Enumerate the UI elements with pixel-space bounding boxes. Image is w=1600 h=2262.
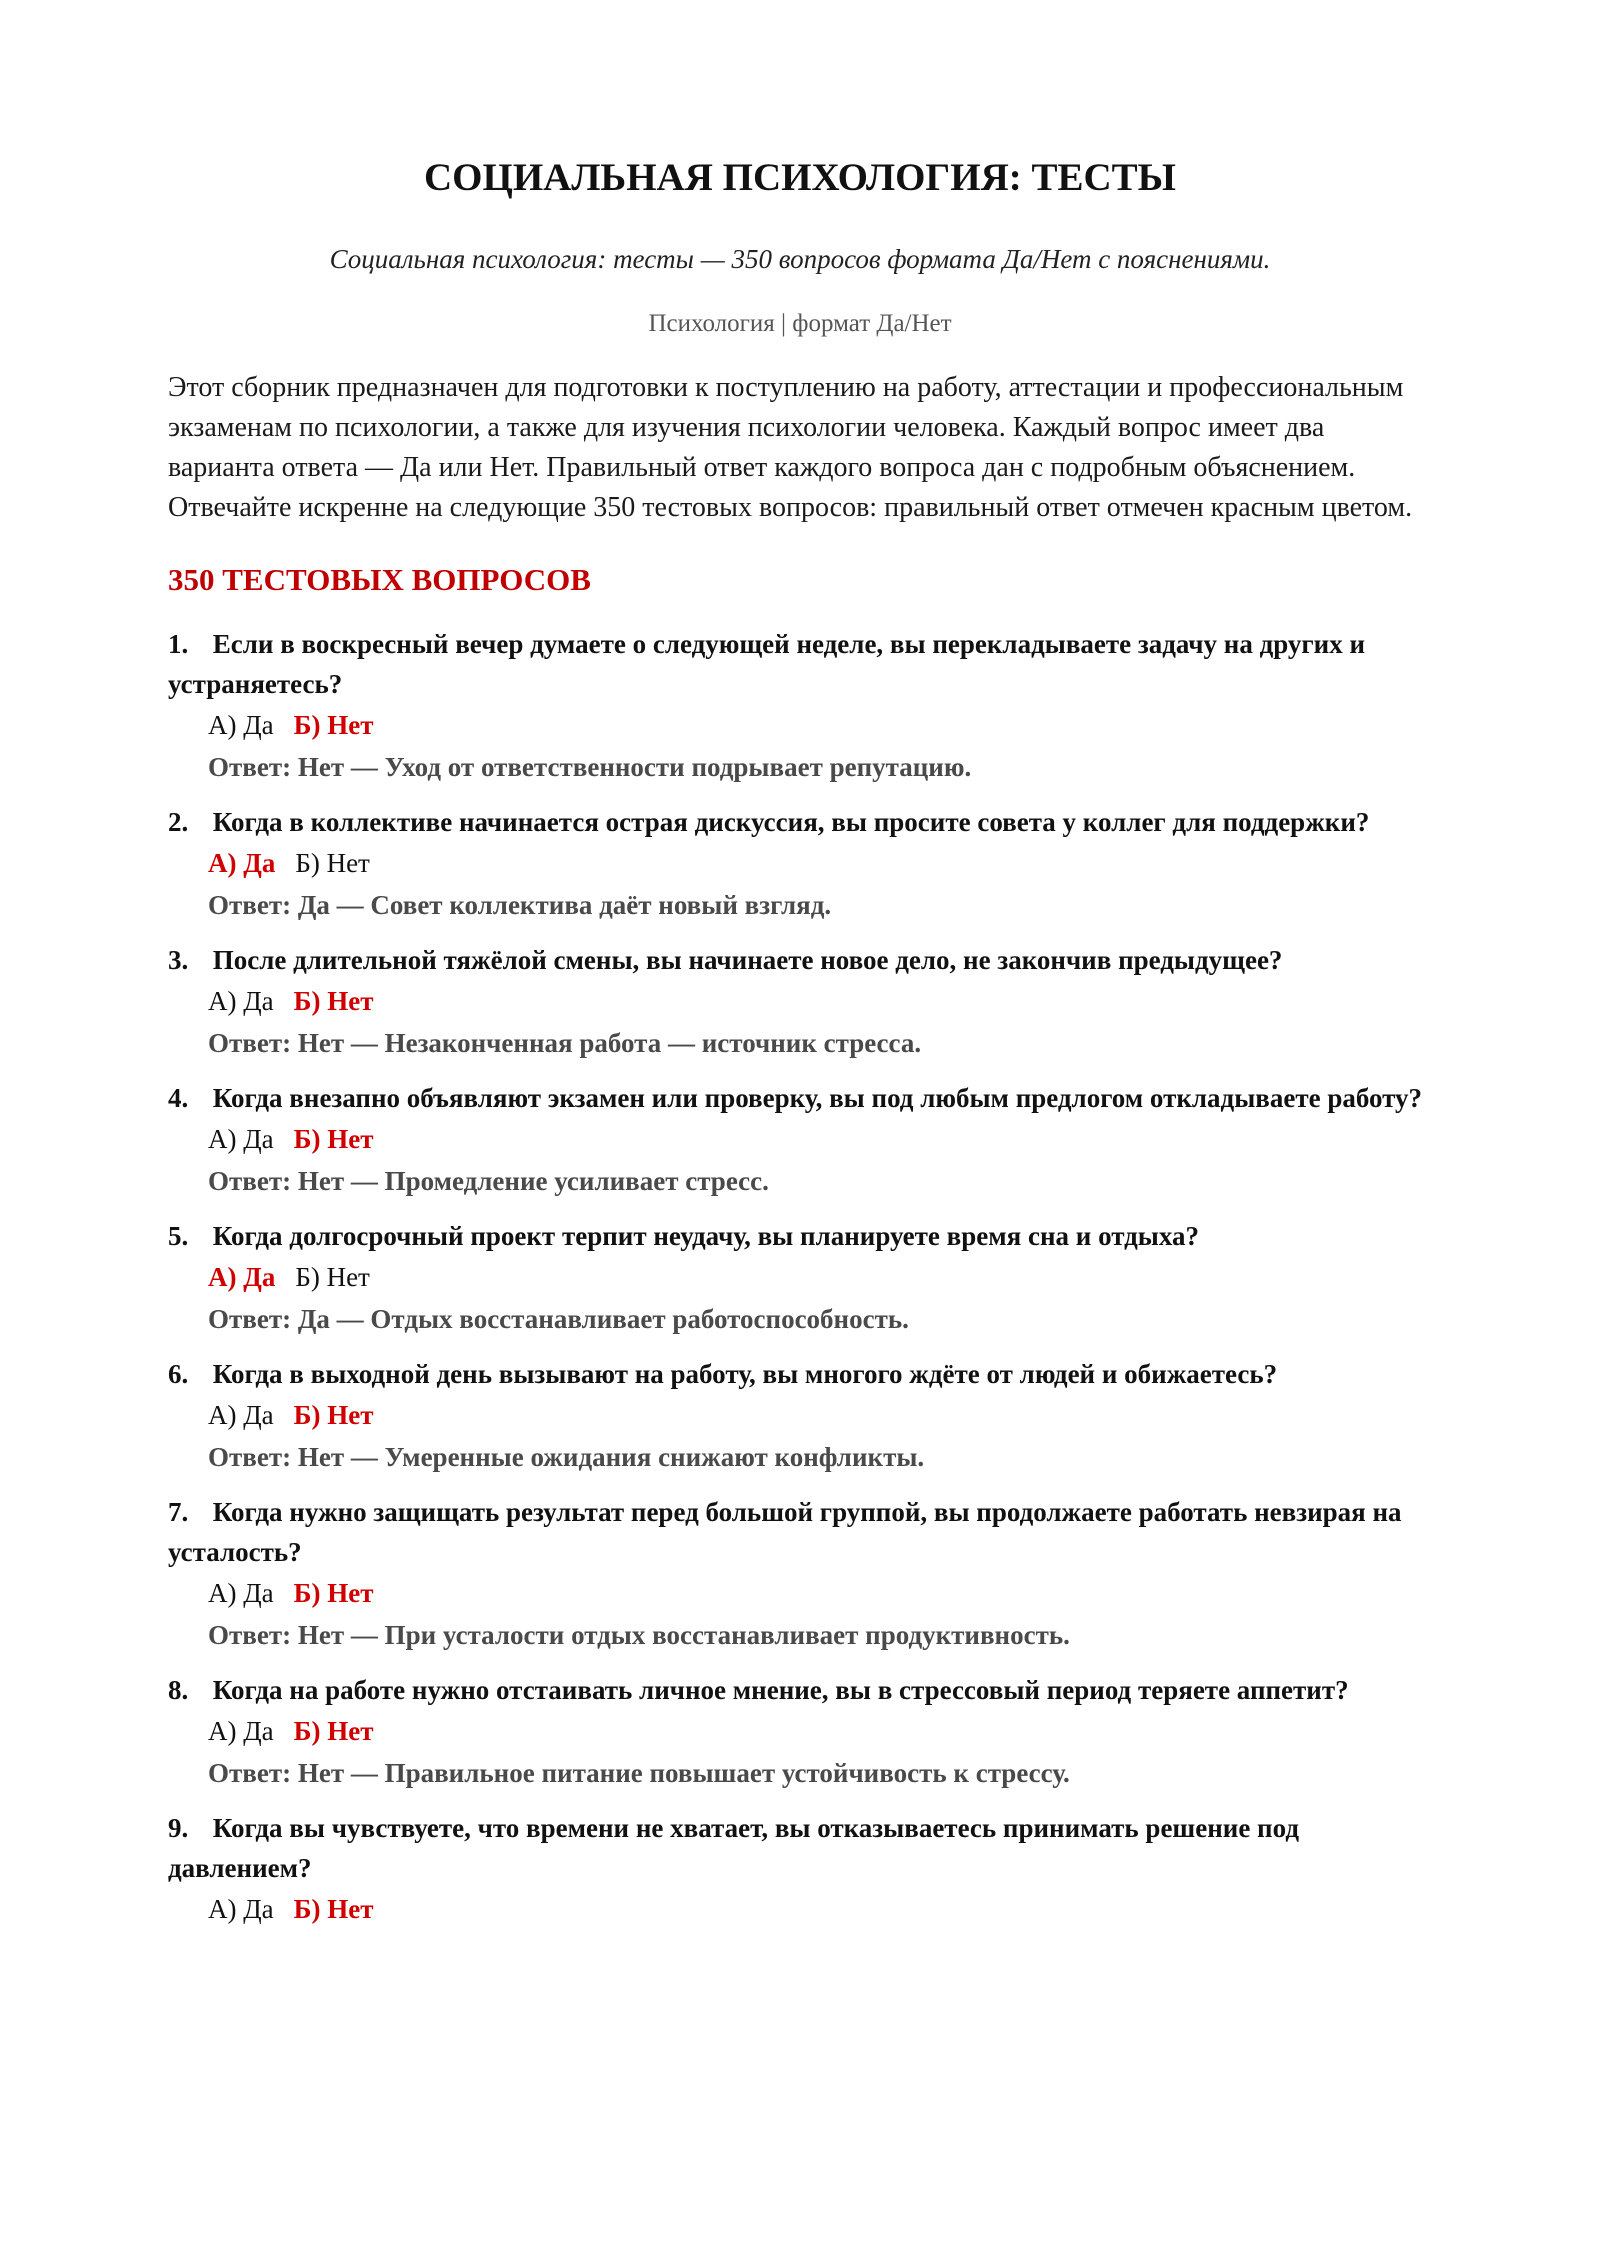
question-text [168, 802, 1432, 842]
answer-options [168, 1394, 1432, 1436]
answer-explanation: Ответ: Нет — При усталости отдых восстанавливает продуктивность. [208, 1620, 1070, 1650]
option-a: А) Да [208, 848, 276, 878]
question-text [168, 1808, 1432, 1888]
answer-explanation: Ответ: Да — Отдых восстанавливает работоспособность. [208, 1304, 909, 1334]
option-b: Б) Нет [293, 1894, 374, 1924]
question-text [168, 1078, 1432, 1118]
option-b: Б) Нет [293, 1124, 374, 1154]
question-number: 6. [168, 1359, 189, 1389]
question-label: После длительной тяжёлой смены, вы начинаете новое дело, не закончив предыдущее? [212, 945, 1283, 975]
question-number: 7. [168, 1497, 189, 1527]
answer-explanation: Ответ: Нет — Уход от ответственности подрывает репутацию. [208, 752, 972, 782]
answer-options [168, 1888, 1432, 1930]
question-text [168, 1492, 1432, 1572]
question-item [168, 624, 1432, 788]
option-b: Б) Нет [295, 1262, 370, 1292]
answer-options [168, 842, 1432, 884]
option-a: А) Да [208, 1894, 274, 1924]
document-title: СОЦИАЛЬНАЯ ПСИХОЛОГИЯ: ТЕСТЫ [424, 156, 1176, 199]
answer-explanation: Ответ: Нет — Умеренные ожидания снижают конфликты. [208, 1442, 925, 1472]
document-subtitle: Социальная психология: тесты — 350 вопросов формата Да/Нет с пояснениями. [329, 244, 1271, 274]
option-a: А) Да [208, 986, 274, 1016]
question-label: Когда внезапно объявляют экзамен или проверку, вы под любым предлогом откладываете работу? [212, 1083, 1423, 1113]
option-b: Б) Нет [293, 986, 374, 1016]
answer-options [168, 1256, 1432, 1298]
question-text [168, 1354, 1432, 1394]
question-label: Когда долгосрочный проект терпит неудачу, вы планируете время сна и отдыха? [212, 1221, 1200, 1251]
answer-options [168, 704, 1432, 746]
section-heading: 350 ТЕСТОВЫХ ВОПРОСОВ [168, 562, 591, 597]
answer-options [168, 1572, 1432, 1614]
question-label: Когда в коллективе начинается острая дискуссия, вы просите совета у коллег для поддержки? [212, 807, 1370, 837]
question-number: 4. [168, 1083, 189, 1113]
question-label: Когда на работе нужно отстаивать личное мнение, вы в стрессовый период теряете аппетит? [212, 1675, 1349, 1705]
option-b: Б) Нет [293, 1400, 374, 1430]
question-text [168, 1670, 1432, 1710]
answer-explanation: Ответ: Нет — Незаконченная работа — источник стресса. [208, 1028, 922, 1058]
option-b: Б) Нет [293, 710, 374, 740]
option-a: А) Да [208, 1400, 274, 1430]
question-item [168, 802, 1432, 926]
question-number: 1. [168, 629, 189, 659]
document-category: Психология | формат Да/Нет [648, 310, 952, 337]
question-item [168, 1216, 1432, 1340]
option-a: А) Да [208, 1578, 274, 1608]
answer-explanation: Ответ: Нет — Промедление усиливает стресс. [208, 1166, 769, 1196]
question-item [168, 1078, 1432, 1202]
option-b: Б) Нет [293, 1716, 374, 1746]
question-label: Если в воскресный вечер думаете о следующей неделе, вы перекладываете задачу на других и устраняетесь? [168, 629, 1366, 699]
option-b: Б) Нет [295, 848, 370, 878]
question-number: 5. [168, 1221, 189, 1251]
question-number: 3. [168, 945, 189, 975]
answer-options [168, 980, 1432, 1022]
question-item [168, 1354, 1432, 1478]
question-item [168, 1670, 1432, 1794]
option-a: А) Да [208, 1124, 274, 1154]
answer-options [168, 1118, 1432, 1160]
answer-options [168, 1710, 1432, 1752]
question-text [168, 624, 1432, 704]
answer-explanation: Ответ: Нет — Правильное питание повышает устойчивость к стрессу. [208, 1758, 1070, 1788]
question-label: Когда нужно защищать результат перед большой группой, вы продолжаете работать невзирая на усталость? [168, 1497, 1402, 1567]
question-text [168, 1216, 1432, 1256]
question-number: 2. [168, 807, 189, 837]
question-label: Когда вы чувствуете, что времени не хватает, вы отказываетесь принимать решение под давлением? [168, 1813, 1299, 1883]
answer-explanation: Ответ: Да — Совет коллектива даёт новый взгляд. [208, 890, 832, 920]
question-label: Когда в выходной день вызывают на работу, вы многого ждёте от людей и обижаетесь? [212, 1359, 1278, 1389]
question-item [168, 1492, 1432, 1656]
question-text [168, 940, 1432, 980]
question-item [168, 1808, 1432, 1930]
questions-list [168, 624, 1432, 1930]
option-a: А) Да [208, 710, 274, 740]
intro-paragraph: Этот сборник предназначен для подготовки к поступлению на работу, аттестации и профессиональным экзаменам по психологии, а также для изучения психологии человека. Каждый вопрос имеет два варианта ответа — Да или Нет. Правильный ответ каждого вопроса дан с подробным объяснением. Отвечайте искренне на следующие 350 тестовых вопросов: правильный ответ отмечен красным цветом. [168, 372, 1413, 523]
question-number: 8. [168, 1675, 189, 1705]
question-item [168, 940, 1432, 1064]
question-number: 9. [168, 1813, 189, 1843]
option-b: Б) Нет [293, 1578, 374, 1608]
option-a: А) Да [208, 1716, 274, 1746]
option-a: А) Да [208, 1262, 276, 1292]
